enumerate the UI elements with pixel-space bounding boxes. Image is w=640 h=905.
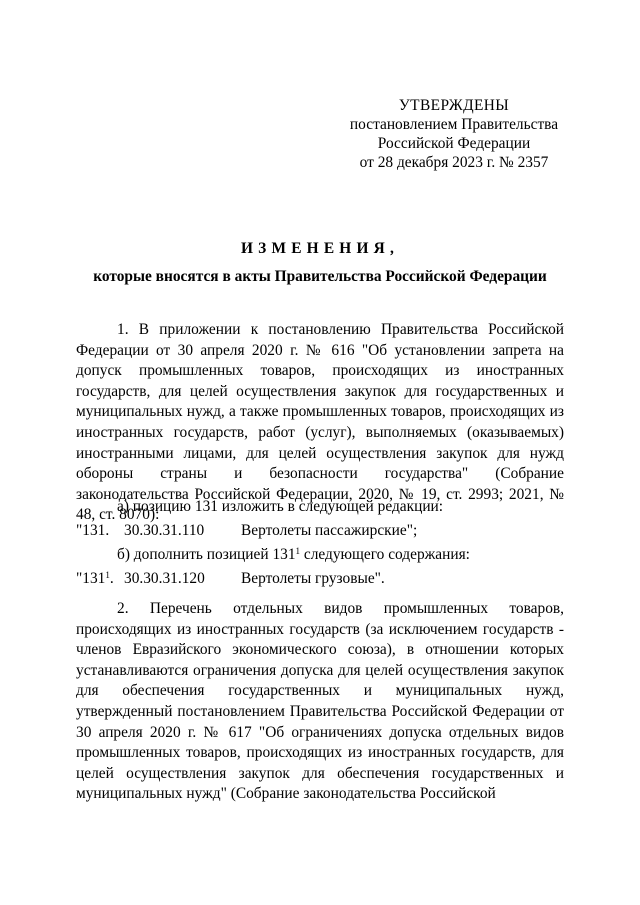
position-131-1-number-base: "131	[76, 570, 106, 587]
position-131-1-name: Вертолеты грузовые".	[241, 570, 385, 587]
item-1	[76, 320, 564, 526]
position-131-1-number	[76, 569, 124, 589]
position-131-code: 30.30.31.110	[124, 522, 205, 539]
position-131-1-code: 30.30.31.120	[124, 570, 205, 587]
item-2-text: 2. Перечень отдельных видов промышленных товаров, происходящих из иностранных государств (за исключением государств - членов Евразийского экономического союза), в отношении которых устанавливаются ограничения допуска для целей осуществления закупок для обеспечения государственных и муниципальных нужд, утвержденный постановлением Правительства Российской Федерации от 30 апреля 2020 г. № 617 "Об ограничениях допуска отдельных видов промышленных товаров, происходящих из иностранных государств, для целей осуществления закупок для обеспечения государственных и муниципальных нужд" (Собрание законодательства Российской	[76, 600, 564, 803]
approval-line-1: постановлением Правительства	[349, 116, 559, 133]
approval-stamp	[346, 96, 562, 172]
item-1-sub-a: а) позицию 131 изложить в следующей редакции:	[117, 498, 444, 515]
position-131-row	[76, 521, 564, 541]
position-131-name: Вертолеты пассажирские";	[241, 522, 418, 539]
position-131-number: "131.	[76, 522, 110, 539]
item-2	[76, 599, 564, 805]
sub-b-text-after: следующего содержания:	[300, 546, 470, 563]
document-title: ИЗМЕНЕНИЯ,	[240, 240, 400, 257]
approval-line-3: от 28 декабря 2023 г. № 2357	[359, 154, 549, 171]
document-subtitle: которые вносятся в акты Правительства Российской Федерации	[93, 268, 547, 285]
approval-heading: УТВЕРЖДЕНЫ	[398, 97, 510, 114]
item-1-sub-b	[117, 545, 605, 565]
position-131-1-number-sup: 1	[105, 570, 110, 580]
sub-b-superscript: 1	[295, 546, 301, 556]
position-131-1-row	[76, 569, 564, 589]
approval-line-2: Российской Федерации	[377, 135, 531, 152]
position-131-1-number-dot: .	[109, 570, 114, 587]
item-1-text: 1. В приложении к постановлению Правительства Российской Федерации от 30 апреля 2020 г. № 616 "Об установлении запрета на допуск промышленных товаров, происходящих из иностранных государств, для целей осуществления закупок для государственных и муниципальных нужд, а также промышленных товаров, происходящих из иностранных государств, работ (услуг), выполняемых (оказываемых) иностранными лицами, для целей осуществления закупок для нужд обороны страны и безопасности государства" (Собрание законодательства Российской Федерации, 2020, № 19, ст. 2993; 2021, № 48, ст. 8070):	[76, 321, 564, 524]
sub-b-text-before: б) дополнить позицией 131	[117, 546, 296, 563]
